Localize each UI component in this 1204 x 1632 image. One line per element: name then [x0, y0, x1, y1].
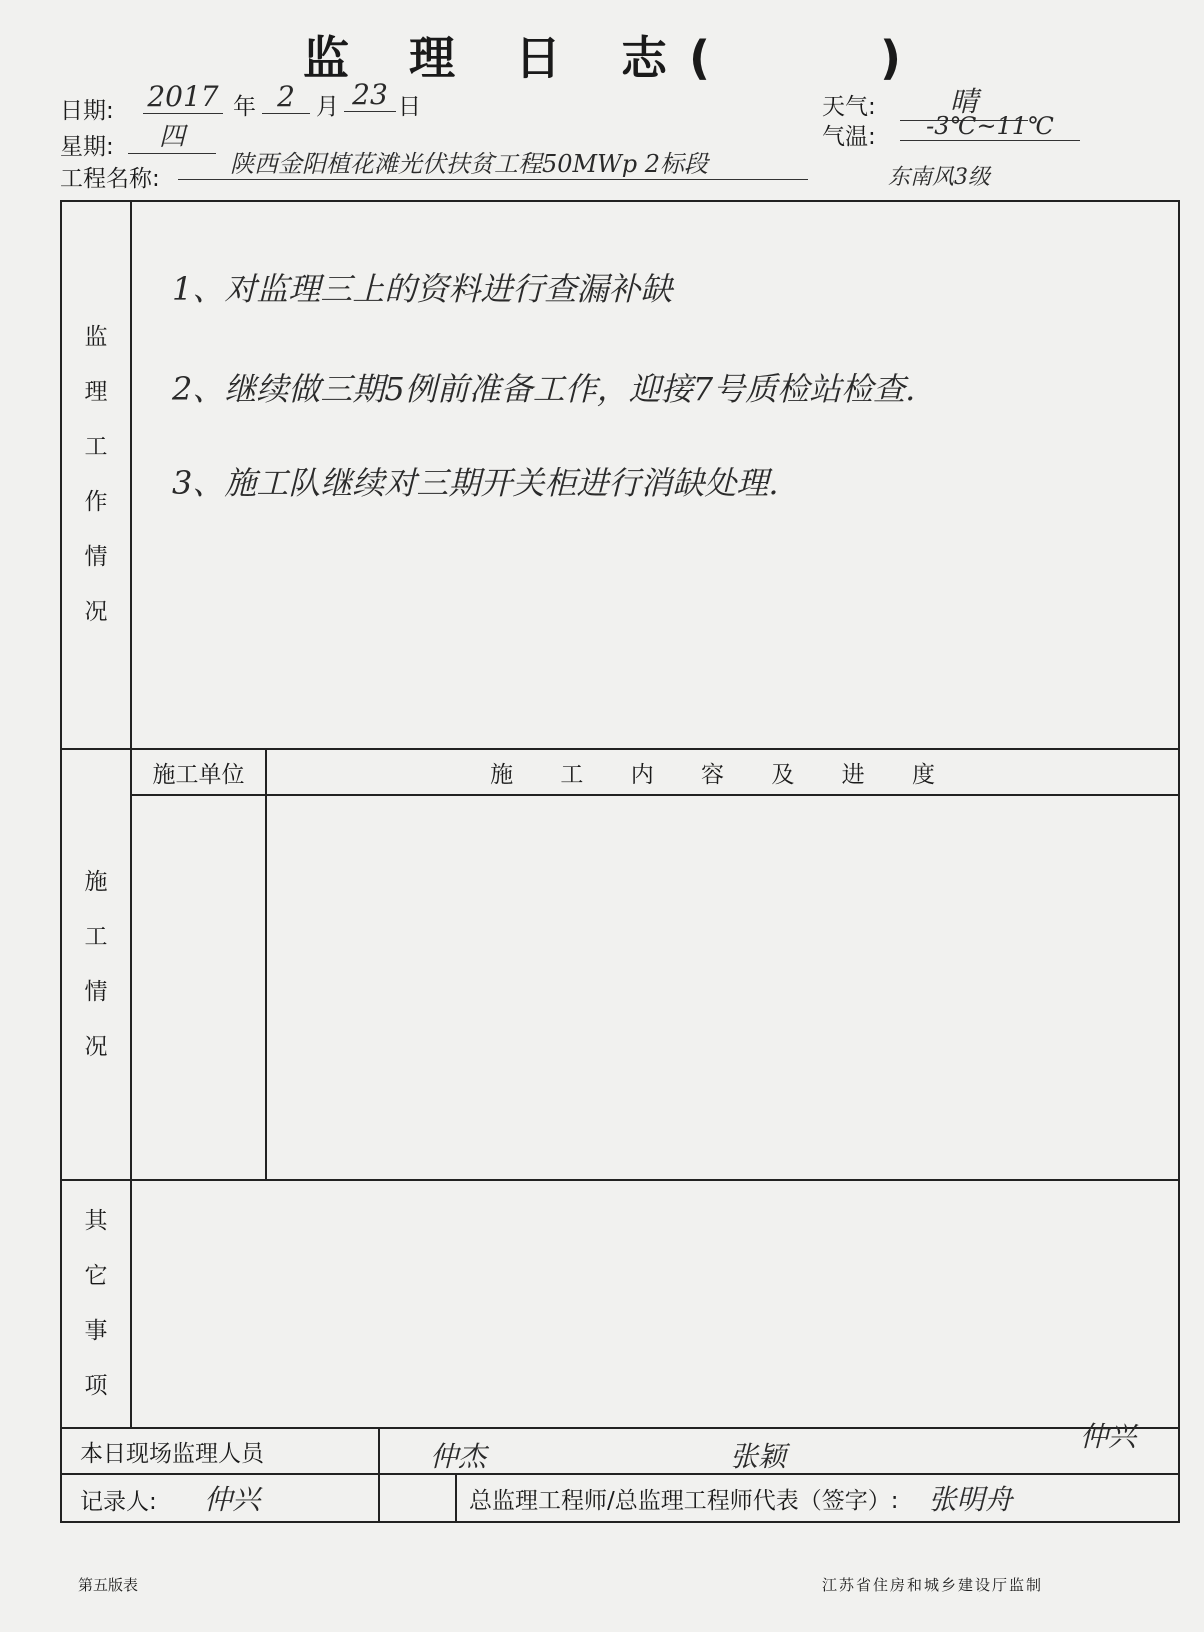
edition-label: 第五版表 — [78, 1576, 139, 1594]
work-item-2: 2、继续做三期5例前准备工作，迎接7号质检站检查. — [172, 370, 916, 408]
other-section-label: 其 它 事 项 — [61, 1180, 131, 1428]
construction-content-cell — [266, 795, 1179, 1180]
work-content-cell — [131, 201, 1179, 749]
work-section-row — [61, 201, 1179, 749]
work-section-label: 监 理 工 作 情 况 — [61, 201, 131, 749]
work-item-3: 3、施工队继续对三期开关柜进行消缺处理. — [172, 464, 779, 502]
weekday-value: 四 — [128, 116, 216, 154]
recorder-name: 仲兴 — [204, 1483, 261, 1516]
month-unit: 月 — [316, 94, 339, 120]
date-year: 2017 — [143, 80, 223, 114]
chief-divider — [380, 1475, 457, 1521]
recorder-label: 记录人: — [80, 1489, 157, 1515]
date-day: 23 — [344, 78, 396, 112]
project-label: 工程名称: — [60, 166, 160, 192]
project-name-value: 陕西金阳植花滩光伏扶贫工程50MWp 2标段 — [178, 144, 808, 180]
construction-unit-header: 施工单位 — [131, 749, 266, 795]
construction-header-row — [61, 749, 1179, 795]
weekday-label: 星期: — [60, 134, 114, 160]
construction-section-label: 施 工 情 况 — [61, 749, 131, 1180]
page-title: 监 理 日 志( ) — [302, 31, 902, 85]
staff-name-1: 仲杰 — [430, 1440, 487, 1473]
date-month: 2 — [262, 80, 310, 114]
staff-name-2: 张颖 — [730, 1440, 787, 1473]
day-unit: 日 — [398, 94, 421, 120]
weather-label: 天气: — [822, 94, 876, 120]
chief-label: 总监理工程师/总监理工程师代表（签字）: — [469, 1487, 899, 1514]
chief-signature: 张明舟 — [928, 1483, 1013, 1516]
temperature-value: -3℃~11℃ — [900, 112, 1080, 141]
wind-value: 东南风3级 — [888, 165, 990, 190]
construction-unit-cell — [131, 795, 266, 1180]
other-content-cell — [131, 1180, 1179, 1428]
year-unit: 年 — [233, 94, 256, 120]
other-section-row — [61, 1180, 1179, 1428]
construction-body-row — [61, 795, 1179, 1180]
weather-value: 晴 — [900, 80, 1028, 121]
temperature-label: 气温: — [822, 124, 876, 150]
construction-content-header: 施 工 内 容 及 进 度 — [266, 749, 1179, 795]
staff-label: 本日现场监理人员 — [61, 1428, 379, 1474]
date-label: 日期: — [60, 98, 114, 124]
recorder-cell — [61, 1474, 379, 1522]
signature-row — [61, 1474, 1179, 1522]
staff-name-3: 仲兴 — [1080, 1420, 1137, 1453]
staff-row — [61, 1428, 1179, 1474]
work-item-1: 1、对监理三上的资料进行查漏补缺 — [172, 270, 673, 308]
log-form-table — [60, 200, 1180, 1523]
chief-cell — [379, 1474, 1179, 1522]
issuer-label: 江苏省住房和城乡建设厅监制 — [822, 1576, 1044, 1594]
staff-names-cell — [379, 1420, 1179, 1474]
